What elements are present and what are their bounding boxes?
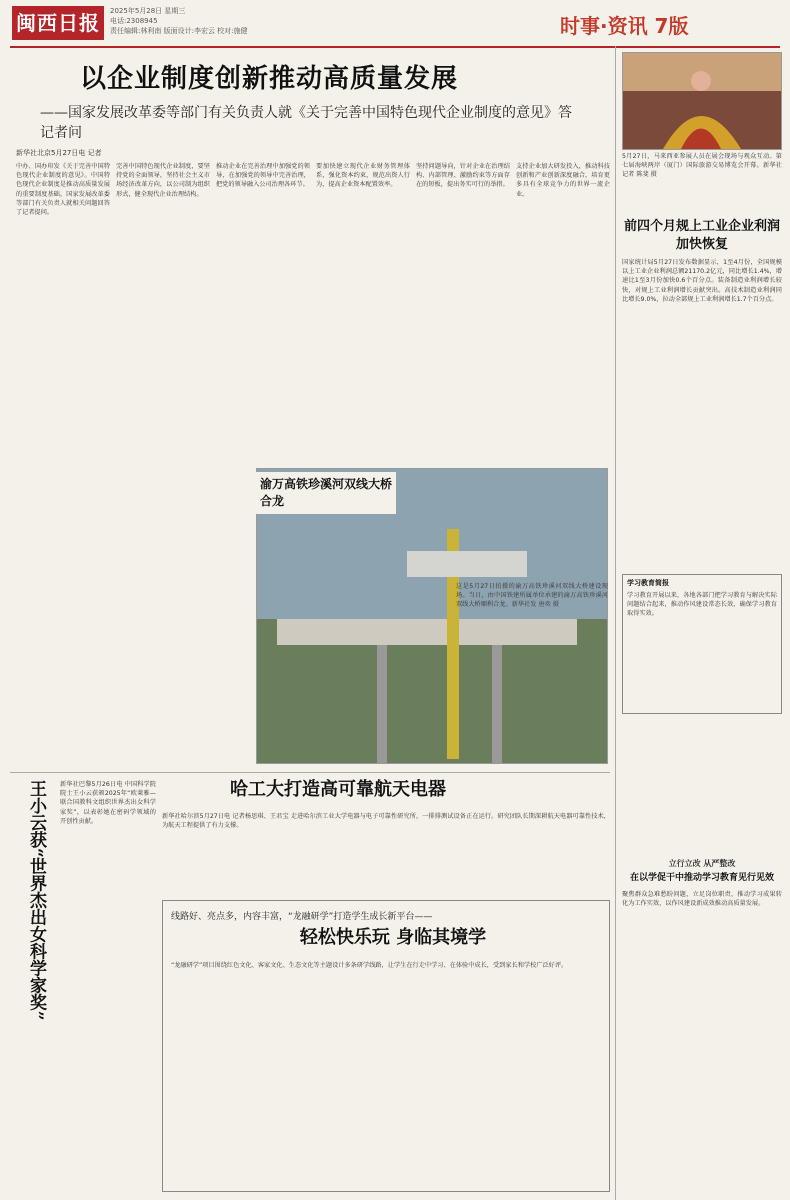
expo-photo-art xyxy=(623,53,781,149)
lead-column-3: 推动企业在完善治理中加强党的领导，在加强党的领导中完善治理，把党的领导融入公司治理各环节。 xyxy=(216,163,310,189)
aerospace-body: 新华社哈尔滨5月27日电 记者杨思琪、王君宝 走进哈尔滨工业大学电器与电子可靠性研究所，一排排测试设备正在运行。研究团队长期深耕航天电器可靠性技术，为航天工程提供了有力支撑。 xyxy=(162,813,610,830)
masthead-rule xyxy=(10,46,780,48)
right-column-divider xyxy=(615,46,616,1200)
lead-byline: 新华社北京5月27日电 记者 xyxy=(16,149,102,157)
study-headline: 在以学促干中推动学习教育见行见效 xyxy=(629,873,774,883)
issue-date: 2025年5月28日 星期三 xyxy=(110,7,186,15)
lead-column-2: 完善中国特色现代企业制度，要坚持党的全面领导，坚持社会主义市场经济改革方向，以公司制为组织形式，健全现代企业治理结构。 xyxy=(116,163,210,198)
lead-column-4: 要加快建立现代企业财务管理体系，强化资本约束，规范出资人行为，提高企业资本配置效率。 xyxy=(316,163,410,189)
notice-box xyxy=(622,574,782,714)
lead-headline: 以企业制度创新推动高质量发展 xyxy=(80,64,459,94)
section-label: 立行立改 从严整改 xyxy=(668,858,736,868)
study-body: 聚焦群众急难愁盼问题，立足岗位职责，推动学习成果转化为工作实效，以作风建设新成效推动高质量发展。 xyxy=(622,891,782,908)
lead-column-5: 坚持问题导向，针对企业在治理结构、内部管理、激励约束等方面存在的短板，提出务实可行的举措。 xyxy=(416,163,510,189)
newspaper-logo: 闽西日报 xyxy=(12,6,104,40)
issue-editors: 责任编辑:林利南 版面设计:李宏云 校对:施健 xyxy=(110,27,248,35)
aerospace-headline: 哈工大打造高可靠航天电器 xyxy=(230,779,446,800)
notice-body: 学习教育开展以来，各地各部门把学习教育与解决实际问题结合起来，推动作风建设常态长效，确保学习教育取得实效。 xyxy=(627,592,777,618)
industry-body: 国家统计局5月27日发布数据显示，1至4月份，全国规模以上工业企业利润总额21170.2亿元，同比增长1.4%，增速比1至3月份加快0.6个百分点。装备制造业利润增长较快，对规上工业利润增长贡献突出。高技术制造业利润同比增长9.0%，拉动全部规上工业利润增长1.7个百分点。 xyxy=(622,259,782,303)
feature-box xyxy=(162,900,610,1192)
feature-kicker: 线路好、亮点多，内容丰富，“龙融研学”打造学生成长新平台—— xyxy=(171,912,433,922)
notice-title: 学习教育简报 xyxy=(627,578,669,587)
bridge-caption: 这是5月27日拍摄的渝万高铁珍溪河双线大桥建设现场。当日，由中国铁建所属单位承建的渝万高铁珍溪河双线大桥顺利合龙。新华社发 唐奕 摄 xyxy=(456,583,608,609)
feature-headline: 轻松快乐玩 身临其境学 xyxy=(299,927,487,948)
sidebar-headline: 王小云获“世界杰出女科学家奖” xyxy=(26,780,46,1021)
section-title: 时事·资讯 7版 xyxy=(560,14,689,38)
lead-column-1: 中办、国办印发《关于完善中国特色现代企业制度的意见》。中国特色现代企业制度是推动高质量发展的重要制度基础。国家发展改革委等部门有关负责人就相关问题回答了记者提问。 xyxy=(16,163,110,217)
lead-subheadline: ——国家发展改革委等部门有关负责人就《关于完善中国特色现代企业制度的意见》答记者问 xyxy=(40,105,572,141)
expo-photo-caption: 5月27日，马来西亚参展人员在展会现场与观众互动。第七届海峡两岸（厦门）国际旅游交易博览会开幕。新华社记者 陈斐 摄 xyxy=(622,153,782,179)
sidebar-body: 新华社巴黎5月26日电 中国科学院院士王小云获颁2025年“欧莱雅—联合国教科文组织世界杰出女科学家奖”，以表彰她在密码学领域的开创性贡献。 xyxy=(60,781,156,825)
lead-column-6: 支持企业加大研发投入，推动科技创新和产业创新深度融合，培育更多具有全球竞争力的世界一流企业。 xyxy=(516,163,610,198)
section-divider xyxy=(10,772,610,773)
bridge-headline: 渝万高铁珍溪河双线大桥合龙 xyxy=(256,472,396,514)
industry-headline: 前四个月规上工业企业利润加快恢复 xyxy=(623,219,780,252)
issue-meta xyxy=(110,6,248,36)
expo-photo xyxy=(622,52,782,150)
masthead xyxy=(0,0,790,46)
issue-phone: 电话:2308945 xyxy=(110,17,158,25)
feature-body: “龙融研学”项目围绕红色文化、客家文化、生态文化等主题设计多条研学线路，让学生在行走中学习、在体验中成长，受到家长和学校广泛好评。 xyxy=(171,962,568,969)
